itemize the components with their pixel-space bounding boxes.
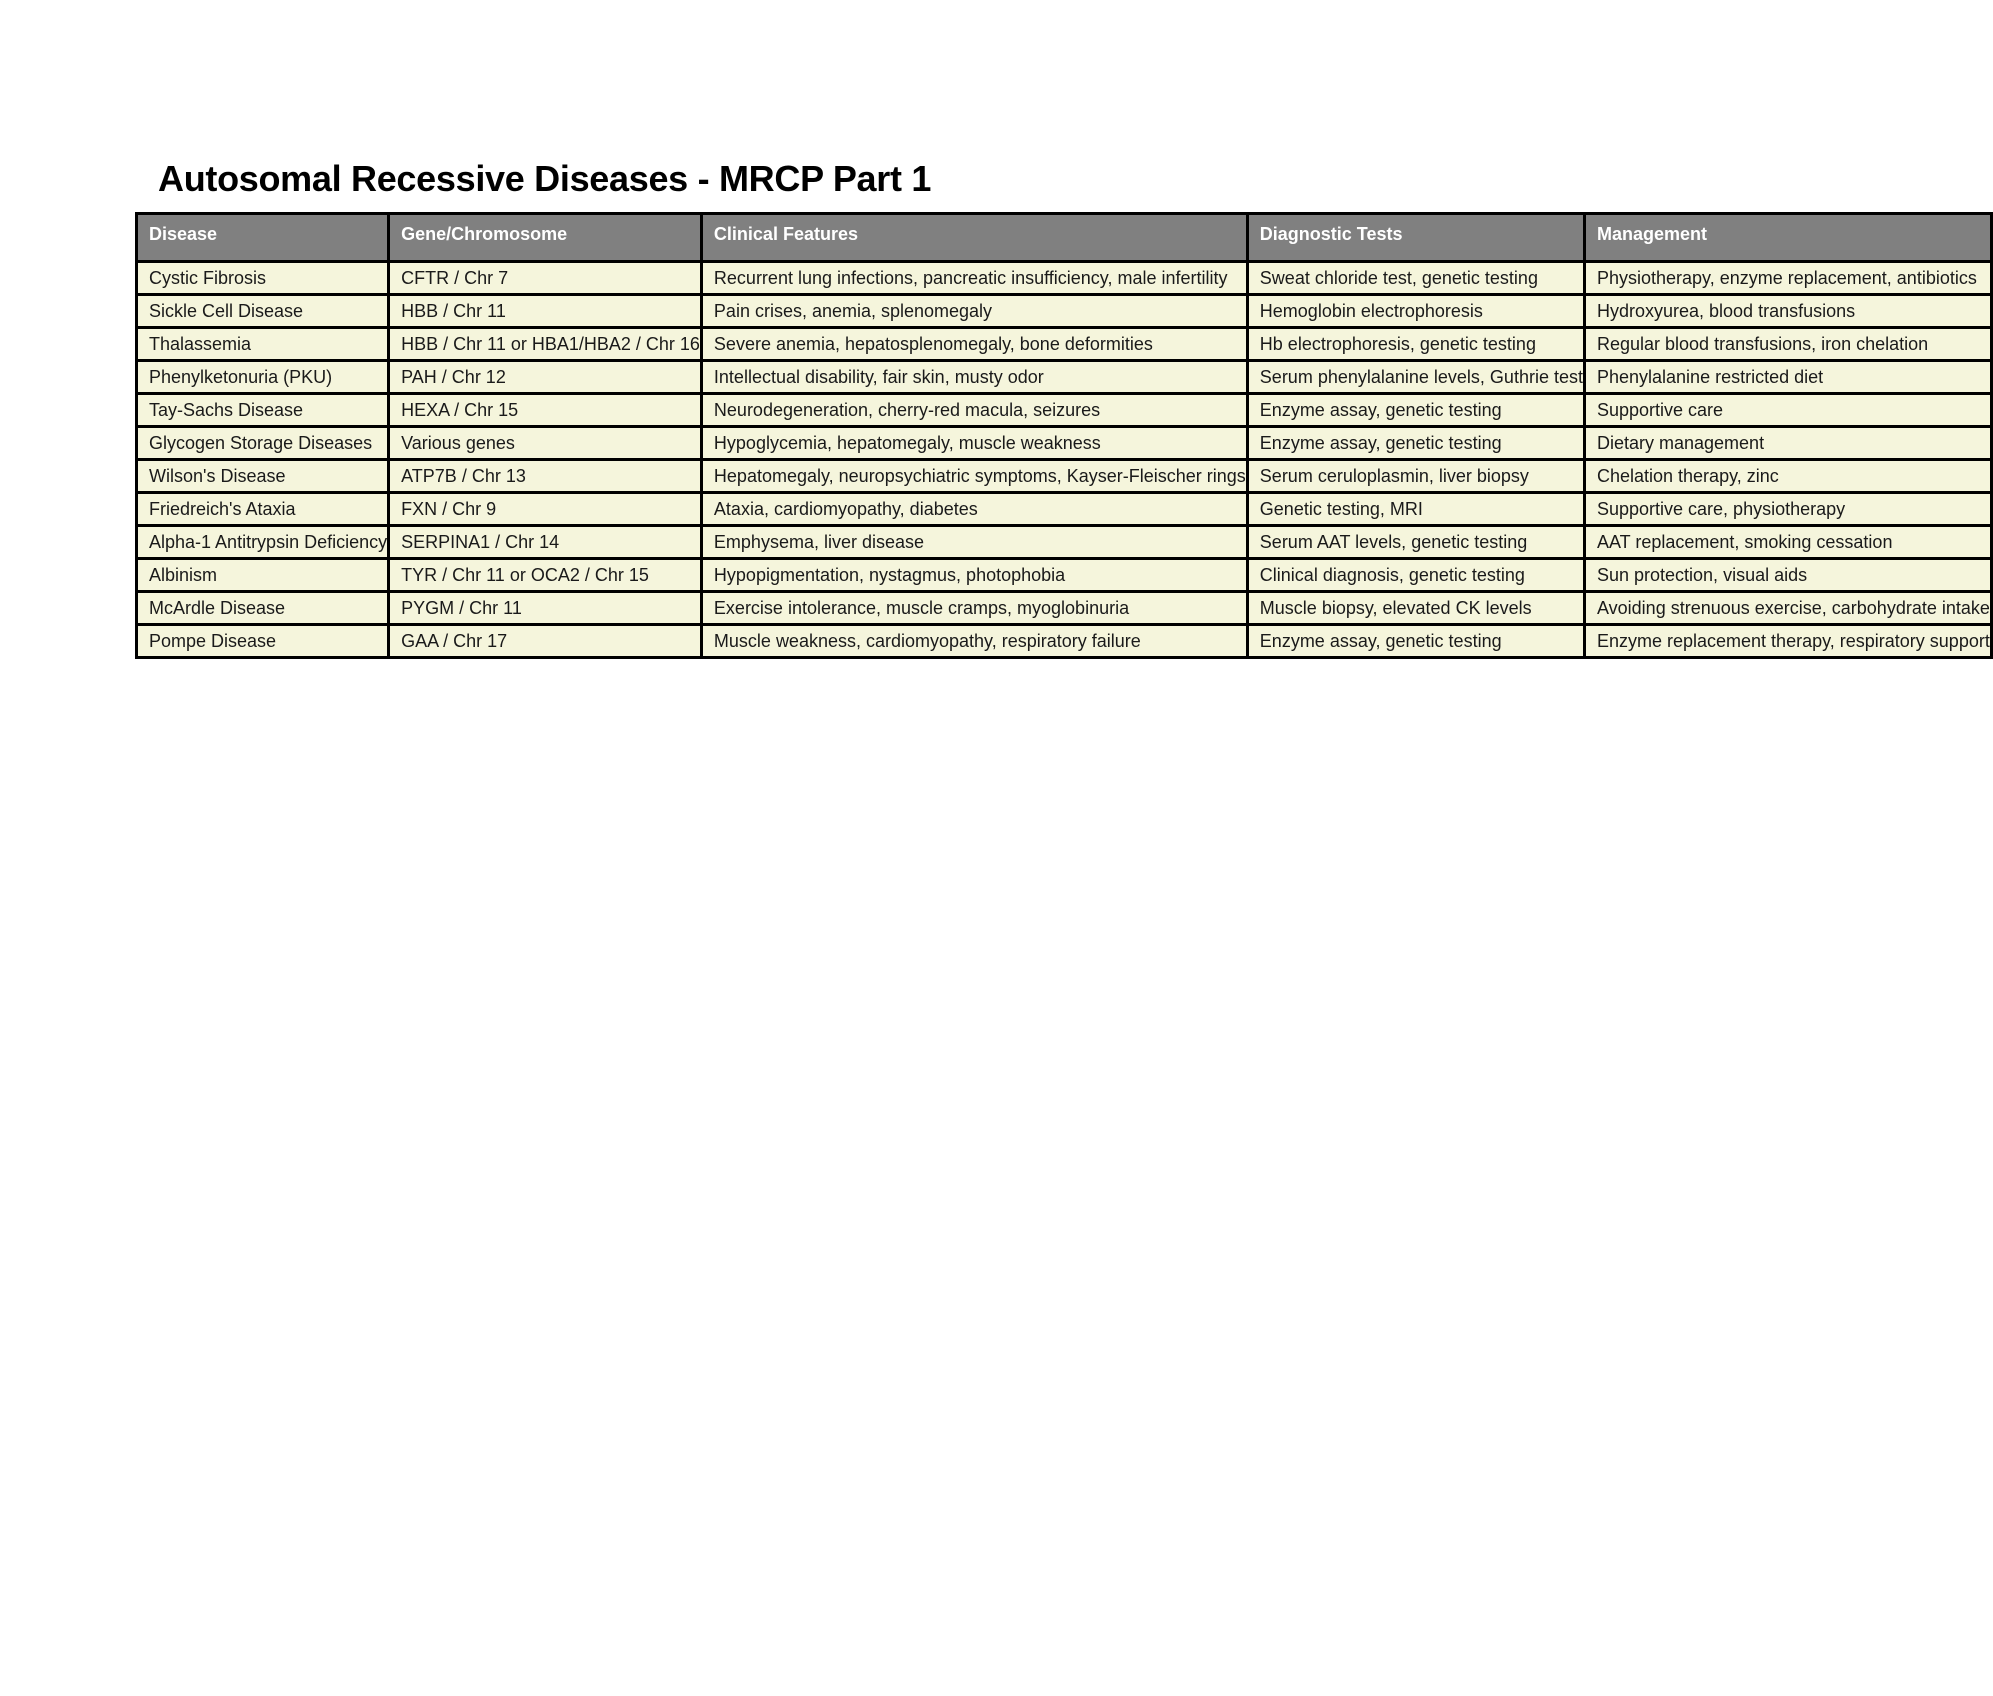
table-body <box>137 262 1992 658</box>
cell-diagnostic-tests: Clinical diagnosis, genetic testing <box>1247 559 1584 592</box>
cell-clinical-features: Hypoglycemia, hepatomegaly, muscle weakness <box>701 427 1247 460</box>
cell-disease: Thalassemia <box>137 328 389 361</box>
table-row <box>137 625 1992 658</box>
cell-clinical-features: Exercise intolerance, muscle cramps, myoglobinuria <box>701 592 1247 625</box>
cell-disease: Glycogen Storage Diseases <box>137 427 389 460</box>
cell-disease: Albinism <box>137 559 389 592</box>
cell-management: Physiotherapy, enzyme replacement, antibiotics <box>1584 262 1991 295</box>
cell-diagnostic-tests: Sweat chloride test, genetic testing <box>1247 262 1584 295</box>
cell-gene-chromosome: CFTR / Chr 7 <box>389 262 702 295</box>
cell-disease: Pompe Disease <box>137 625 389 658</box>
cell-disease: Alpha-1 Antitrypsin Deficiency <box>137 526 389 559</box>
cell-diagnostic-tests: Serum phenylalanine levels, Guthrie test <box>1247 361 1584 394</box>
cell-clinical-features: Emphysema, liver disease <box>701 526 1247 559</box>
cell-diagnostic-tests: Enzyme assay, genetic testing <box>1247 394 1584 427</box>
cell-gene-chromosome: FXN / Chr 9 <box>389 493 702 526</box>
cell-diagnostic-tests: Hb electrophoresis, genetic testing <box>1247 328 1584 361</box>
cell-management: Sun protection, visual aids <box>1584 559 1991 592</box>
cell-diagnostic-tests: Serum ceruloplasmin, liver biopsy <box>1247 460 1584 493</box>
disease-table-container <box>135 212 1993 659</box>
cell-clinical-features: Hepatomegaly, neuropsychiatric symptoms, Kayser-Fleischer rings <box>701 460 1247 493</box>
cell-management: Hydroxyurea, blood transfusions <box>1584 295 1991 328</box>
cell-clinical-features: Muscle weakness, cardiomyopathy, respiratory failure <box>701 625 1247 658</box>
header-clinical-features: Clinical Features <box>701 214 1247 262</box>
table-row <box>137 460 1992 493</box>
table-row <box>137 592 1992 625</box>
cell-disease: Tay-Sachs Disease <box>137 394 389 427</box>
table-row <box>137 295 1992 328</box>
table-row <box>137 559 1992 592</box>
cell-disease: Cystic Fibrosis <box>137 262 389 295</box>
cell-disease: McArdle Disease <box>137 592 389 625</box>
cell-clinical-features: Intellectual disability, fair skin, musty odor <box>701 361 1247 394</box>
cell-management: Dietary management <box>1584 427 1991 460</box>
cell-gene-chromosome: PYGM / Chr 11 <box>389 592 702 625</box>
table-row <box>137 361 1992 394</box>
disease-table <box>135 212 1993 659</box>
cell-gene-chromosome: HBB / Chr 11 <box>389 295 702 328</box>
header-diagnostic-tests: Diagnostic Tests <box>1247 214 1584 262</box>
page-title: Autosomal Recessive Diseases - MRCP Part 1 <box>158 158 932 199</box>
cell-disease: Friedreich's Ataxia <box>137 493 389 526</box>
cell-management: Supportive care, physiotherapy <box>1584 493 1991 526</box>
cell-gene-chromosome: TYR / Chr 11 or OCA2 / Chr 15 <box>389 559 702 592</box>
cell-gene-chromosome: SERPINA1 / Chr 14 <box>389 526 702 559</box>
cell-clinical-features: Ataxia, cardiomyopathy, diabetes <box>701 493 1247 526</box>
cell-gene-chromosome: GAA / Chr 17 <box>389 625 702 658</box>
cell-management: Avoiding strenuous exercise, carbohydrate intake <box>1584 592 1991 625</box>
cell-diagnostic-tests: Enzyme assay, genetic testing <box>1247 625 1584 658</box>
cell-clinical-features: Neurodegeneration, cherry-red macula, seizures <box>701 394 1247 427</box>
header-disease: Disease <box>137 214 389 262</box>
cell-diagnostic-tests: Enzyme assay, genetic testing <box>1247 427 1584 460</box>
cell-diagnostic-tests: Hemoglobin electrophoresis <box>1247 295 1584 328</box>
cell-gene-chromosome: PAH / Chr 12 <box>389 361 702 394</box>
header-management: Management <box>1584 214 1991 262</box>
table-row <box>137 526 1992 559</box>
cell-management: Chelation therapy, zinc <box>1584 460 1991 493</box>
table-row <box>137 427 1992 460</box>
cell-diagnostic-tests: Muscle biopsy, elevated CK levels <box>1247 592 1584 625</box>
cell-management: Supportive care <box>1584 394 1991 427</box>
table-row <box>137 493 1992 526</box>
cell-management: Phenylalanine restricted diet <box>1584 361 1991 394</box>
cell-disease: Sickle Cell Disease <box>137 295 389 328</box>
cell-disease: Phenylketonuria (PKU) <box>137 361 389 394</box>
header-gene-chromosome: Gene/Chromosome <box>389 214 702 262</box>
cell-gene-chromosome: HEXA / Chr 15 <box>389 394 702 427</box>
cell-clinical-features: Recurrent lung infections, pancreatic insufficiency, male infertility <box>701 262 1247 295</box>
table-header-row <box>137 214 1992 262</box>
cell-clinical-features: Severe anemia, hepatosplenomegaly, bone deformities <box>701 328 1247 361</box>
table-row <box>137 328 1992 361</box>
cell-management: Regular blood transfusions, iron chelation <box>1584 328 1991 361</box>
cell-gene-chromosome: HBB / Chr 11 or HBA1/HBA2 / Chr 16 <box>389 328 702 361</box>
cell-gene-chromosome: Various genes <box>389 427 702 460</box>
table-row <box>137 394 1992 427</box>
cell-gene-chromosome: ATP7B / Chr 13 <box>389 460 702 493</box>
cell-disease: Wilson's Disease <box>137 460 389 493</box>
cell-diagnostic-tests: Serum AAT levels, genetic testing <box>1247 526 1584 559</box>
table-row <box>137 262 1992 295</box>
cell-clinical-features: Hypopigmentation, nystagmus, photophobia <box>701 559 1247 592</box>
cell-diagnostic-tests: Genetic testing, MRI <box>1247 493 1584 526</box>
cell-clinical-features: Pain crises, anemia, splenomegaly <box>701 295 1247 328</box>
cell-management: Enzyme replacement therapy, respiratory support <box>1584 625 1991 658</box>
cell-management: AAT replacement, smoking cessation <box>1584 526 1991 559</box>
